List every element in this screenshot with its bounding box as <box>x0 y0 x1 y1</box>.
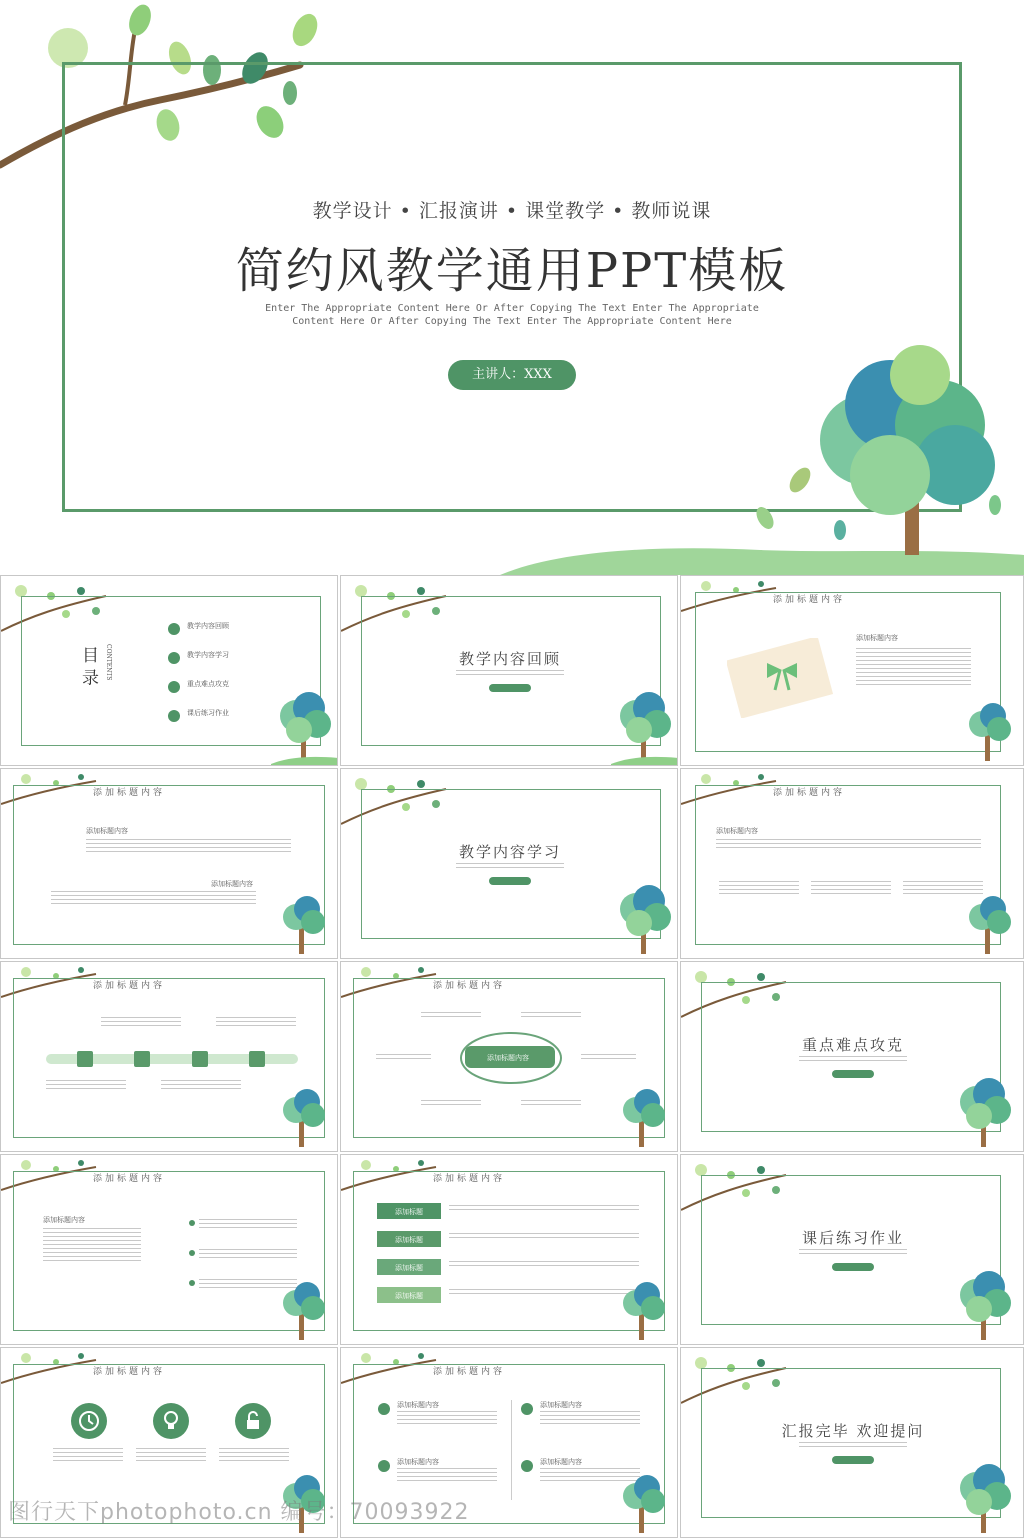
right-title: 添加标题内容 <box>211 880 253 888</box>
section-button <box>832 1070 874 1078</box>
thumb-section-review[interactable] <box>340 575 678 766</box>
section-button <box>489 684 531 692</box>
thumb-ending[interactable] <box>680 1347 1024 1538</box>
english-description: Enter The Appropriate Content Here Or After Copying The Text Enter The Appropriate Content Here Or After Copying The Text Enter The Appropriate Content Here <box>265 303 759 327</box>
toc-bullet <box>168 623 180 635</box>
thumb-steps[interactable] <box>340 1154 678 1345</box>
item-text <box>397 1468 497 1484</box>
body-text <box>101 1017 181 1029</box>
column-text <box>811 881 891 897</box>
placeholder-lines <box>799 1442 907 1448</box>
timeline-node <box>77 1051 93 1067</box>
body-text <box>161 1080 241 1092</box>
body-text <box>716 839 981 851</box>
icon-text <box>53 1448 123 1464</box>
tree-icon <box>611 1468 678 1538</box>
placeholder-lines <box>456 863 564 869</box>
thumb-cycle[interactable] <box>340 961 678 1152</box>
step-text <box>449 1205 639 1213</box>
title-slide <box>0 0 1024 575</box>
thumb-section-learning[interactable] <box>340 768 678 959</box>
step-label: 添加标题 <box>395 1264 423 1272</box>
ending-title: 汇报完毕 欢迎提问 <box>781 1422 925 1440</box>
toc-bullet <box>168 681 180 693</box>
tree-icon <box>271 1082 338 1152</box>
section-title: 教学内容学习 <box>458 843 561 861</box>
placeholder-lines <box>456 670 564 676</box>
item-bullet <box>521 1460 533 1472</box>
thumb-section-keypoints[interactable] <box>680 961 1024 1152</box>
watermark: 图行天下photophoto.cn 编号：70093922 <box>8 1500 470 1525</box>
slide-header: 添加标题内容 <box>433 1174 506 1184</box>
subtitle: 教学设计 • 汇报演讲 • 课堂教学 • 教师说课 <box>312 200 712 222</box>
gift-card-image <box>727 638 837 718</box>
section-title: 课后练习作业 <box>801 1229 904 1247</box>
lock-icon <box>235 1403 271 1439</box>
tree-icon <box>951 1265 1024 1345</box>
slide-header: 添加标题内容 <box>93 1174 166 1184</box>
thumb-contents[interactable] <box>0 575 338 766</box>
placeholder-lines <box>799 1249 907 1255</box>
icon-text <box>136 1448 206 1464</box>
item-text <box>397 1411 497 1427</box>
tree-illustration <box>500 340 1024 575</box>
item-bullet <box>521 1403 533 1415</box>
body-text <box>421 1100 481 1108</box>
body-text <box>46 1080 126 1092</box>
slide-header: 添加标题内容 <box>93 788 166 798</box>
step-label: 添加标题 <box>395 1208 423 1216</box>
list-text <box>199 1249 297 1261</box>
body-text <box>521 1100 581 1108</box>
section-title: 教学内容回顾 <box>458 650 561 668</box>
slide-thumbnail-grid <box>0 575 1024 1536</box>
left-title: 添加标题内容 <box>86 827 128 835</box>
section-button <box>832 1263 874 1271</box>
thumb-content-two-columns[interactable] <box>0 768 338 959</box>
presenter-button[interactable]: 主讲人：XXX <box>448 360 576 390</box>
body-text <box>376 1054 431 1062</box>
toc-item: 重点难点攻克 <box>187 680 229 688</box>
timeline-node <box>192 1051 208 1067</box>
toc-label: 目 录 <box>78 646 98 686</box>
body-text <box>51 891 256 907</box>
column-text <box>719 881 799 897</box>
tree-icon <box>271 889 338 959</box>
body-text <box>521 1012 581 1020</box>
section-title: 重点难点攻克 <box>801 1036 904 1054</box>
tree-icon <box>611 686 678 766</box>
thumb-timeline[interactable] <box>0 961 338 1152</box>
item-title: 添加标题内容 <box>397 1458 439 1466</box>
slide-header: 添加标题内容 <box>433 981 506 991</box>
tree-icon <box>611 1082 678 1152</box>
icon-text <box>219 1448 289 1464</box>
tree-icon <box>271 686 338 766</box>
toc-item: 教学内容学习 <box>187 651 229 659</box>
tree-icon <box>957 889 1024 959</box>
slide-header: 添加标题内容 <box>93 981 166 991</box>
toc-bullet <box>168 652 180 664</box>
thumb-content-bullets[interactable] <box>680 768 1024 959</box>
slide-header: 添加标题内容 <box>93 1367 166 1377</box>
step-text <box>449 1261 639 1269</box>
list-bullet <box>189 1280 195 1286</box>
item-bullet <box>378 1403 390 1415</box>
clock-icon <box>71 1403 107 1439</box>
list-bullet <box>189 1250 195 1256</box>
slide-header: 添加标题内容 <box>773 788 846 798</box>
body-text <box>86 839 291 855</box>
list-bullet <box>189 1220 195 1226</box>
cycle-center-label: 添加标题内容 <box>487 1054 529 1062</box>
thumb-section-homework[interactable] <box>680 1154 1024 1345</box>
tree-icon <box>951 1072 1024 1152</box>
step-label: 添加标题 <box>395 1292 423 1300</box>
body-text <box>216 1017 296 1029</box>
divider <box>511 1400 512 1500</box>
thumb-content-gift[interactable] <box>680 575 1024 766</box>
placeholder-lines <box>799 1056 907 1062</box>
thumb-list[interactable] <box>0 1154 338 1345</box>
step-text <box>449 1233 639 1241</box>
toc-item: 课后练习作业 <box>187 709 229 717</box>
lightbulb-icon <box>153 1403 189 1439</box>
tree-icon <box>271 1275 338 1345</box>
tree-icon <box>951 1458 1024 1538</box>
step-label: 添加标题 <box>395 1236 423 1244</box>
list-text <box>199 1219 297 1231</box>
body-text <box>856 648 971 688</box>
main-title: 简约风教学通用PPT模板 <box>235 243 789 299</box>
body-text <box>43 1228 141 1264</box>
timeline-node <box>134 1051 150 1067</box>
slide-header: 添加标题内容 <box>773 595 846 605</box>
timeline-node <box>249 1051 265 1067</box>
ending-button <box>832 1456 874 1464</box>
block-title: 添加标题内容 <box>716 827 758 835</box>
block-title: 添加标题内容 <box>43 1216 85 1224</box>
tree-icon <box>611 1275 678 1345</box>
section-button <box>489 877 531 885</box>
item-bullet <box>378 1460 390 1472</box>
item-title: 添加标题内容 <box>540 1458 582 1466</box>
item-title: 添加标题内容 <box>540 1401 582 1409</box>
toc-side-label: CONTENTS <box>105 644 112 681</box>
body-text <box>581 1054 636 1062</box>
tree-icon <box>611 879 678 959</box>
toc-bullet <box>168 710 180 722</box>
slide-frame <box>695 785 1001 945</box>
block-title: 添加标题内容 <box>856 634 898 642</box>
slide-header: 添加标题内容 <box>433 1367 506 1377</box>
item-title: 添加标题内容 <box>397 1401 439 1409</box>
tree-icon <box>957 696 1024 766</box>
item-text <box>540 1411 640 1427</box>
toc-item: 教学内容回顾 <box>187 622 229 630</box>
body-text <box>421 1012 481 1020</box>
